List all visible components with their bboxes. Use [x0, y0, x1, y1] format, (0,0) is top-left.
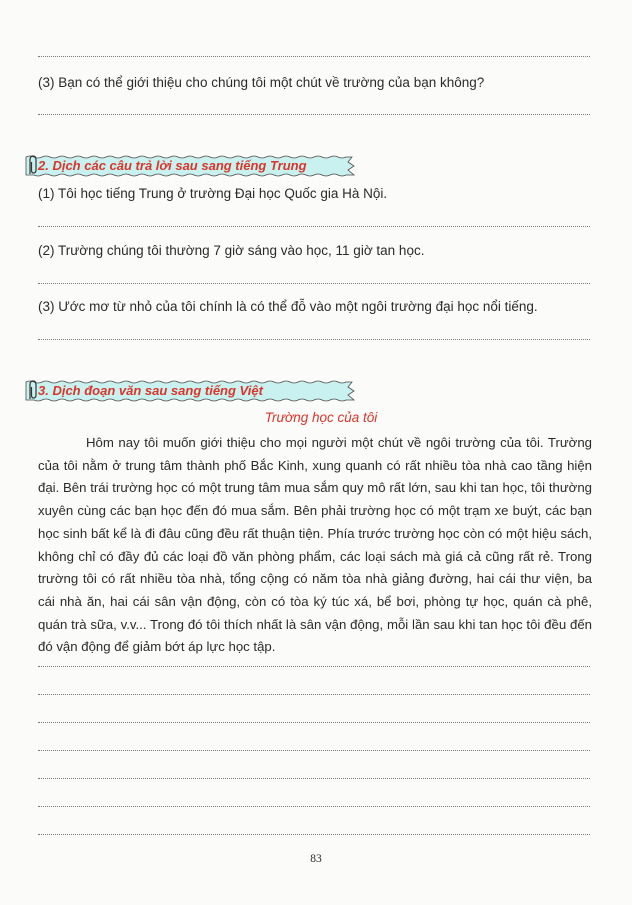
- answer-line[interactable]: [38, 806, 590, 807]
- answer-line[interactable]: [38, 750, 590, 751]
- section-3-banner: [24, 379, 356, 403]
- section-2-item-1: (1) Tôi học tiếng Trung ở trường Đại học Quốc gia Hà Nội.: [38, 186, 388, 201]
- answer-line[interactable]: [38, 339, 590, 340]
- answer-line[interactable]: [38, 226, 590, 227]
- page-number: 83: [310, 853, 322, 865]
- passage-title: Trường học của tôi: [264, 410, 378, 425]
- answer-line[interactable]: [38, 694, 590, 695]
- section-3-title: 3. Dịch đoạn văn sau sang tiếng Việt: [38, 383, 263, 398]
- answer-line[interactable]: [38, 722, 590, 723]
- question-1-3: (3) Bạn có thể giới thiệu cho chúng tôi một chút về trường của bạn không?: [38, 75, 485, 90]
- section-2-item-3: (3) Ước mơ từ nhỏ của tôi chính là có thể đỗ vào một ngôi trường đại học nổi tiếng.: [38, 299, 538, 314]
- answer-line[interactable]: [38, 778, 590, 779]
- answer-line[interactable]: [38, 56, 590, 57]
- answer-line[interactable]: [38, 114, 590, 115]
- answer-line[interactable]: [38, 283, 590, 284]
- section-2-banner: [24, 154, 356, 178]
- answer-line[interactable]: [38, 834, 590, 835]
- section-2-title: 2. Dịch các câu trả lời sau sang tiếng Trung: [38, 158, 307, 173]
- section-2-item-2: (2) Trường chúng tôi thường 7 giờ sáng vào học, 11 giờ tan học.: [38, 243, 425, 258]
- answer-line[interactable]: [38, 666, 590, 667]
- passage-paragraph: Hôm nay tôi muốn giới thiệu cho mọi người một chút về ngôi trường của tôi. Trường của tôi nằm ở trung tâm thành phố Bắc Kinh, xung quanh có rất nhiều tòa nhà cao tầng hiện đại. Bên trái trường học có một trung tâm mua sắm quy mô rất lớn, sau khi tan học, tôi thường xuyên cùng các bạn học đến đó mua sắm. Bên phải trường học có một trạm xe buýt, các bạn học sinh bất kể là đi đâu cũng đều rất thuận tiện. Phía trước trường học còn có một hiệu sách, không chỉ có đầy đủ các loại đồ văn phòng phẩm, các loại sách mà giá cả cũng rất rẻ. Trong trường tôi có rất nhiều tòa nhà, tổng cộng có năm tòa nhà giảng đường, hai cái thư viện, ba cái nhà ăn, hai cái sân vận động, còn có tòa ký túc xá, bể bơi, phòng tự học, quán cà phê, quán trà sữa, v.v... Trong đó tôi thích nhất là sân vận động, mỗi lần sau khi tan học tôi đều đến đó vận động để giảm bớt áp lực học tập.: [38, 435, 592, 655]
